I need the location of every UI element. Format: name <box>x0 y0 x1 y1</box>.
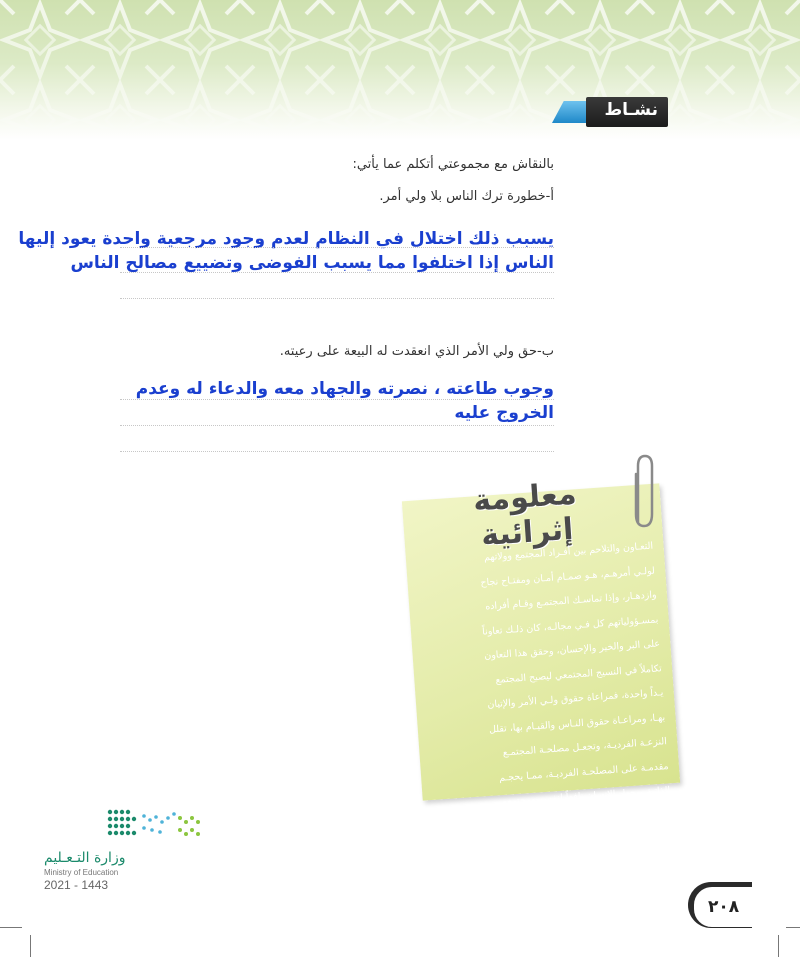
page-number: ٢٠٨ <box>708 897 740 917</box>
crop-mark <box>786 927 800 928</box>
edition-year: 2021 - 1443 <box>44 878 109 892</box>
enrichment-line: بمسـؤولياتهم كل فـي مجالـه، كان ذلـك تعاوناً <box>481 613 659 638</box>
ministry-logo <box>44 808 204 892</box>
enrichment-note <box>400 476 690 810</box>
dotted-line <box>120 425 554 426</box>
dotted-line <box>120 247 554 248</box>
dotted-line <box>120 451 554 452</box>
enrichment-line: النزعـة الفرديـة، وتجعـل مصلحـة المجتمـع <box>502 736 668 759</box>
crop-mark <box>778 935 779 957</box>
answer-a-line-1: يسبب ذلك اختلال في النظام لعدم وجود مرجعية واحدة يعود إليها <box>18 229 554 249</box>
paperclip-icon <box>628 452 658 532</box>
answer-b-line-1: وجوب طاعته ، نصرته والجهاد معه والدعاء له وعدم <box>135 379 554 399</box>
question-a: أ-خطورة ترك الناس بلا ولي أمر. <box>379 189 554 204</box>
geometric-pattern <box>0 0 800 140</box>
question-b: ب-حق ولي الأمر الذي انعقدت له البيعة على رعيته. <box>279 344 554 359</box>
crop-mark <box>30 935 31 957</box>
enrichment-line: على البر والخير والإحسان، وحقق هذا التعاون <box>483 638 661 662</box>
decorative-header-pattern <box>0 0 800 140</box>
enrichment-line: تكاملاً في النسيج المجتمعي ليصبح المجتمع <box>495 662 663 686</box>
dotted-line <box>120 399 554 400</box>
enrichment-line: وازدهـار، وإذا تماسـك المجتمـع وقـام أفراده <box>484 589 657 613</box>
ministry-dots-icon <box>64 808 204 842</box>
enrichment-line: لولـي أمرهـم، هـو صمـام أمـان ومفتـاح نجاح <box>480 565 656 589</box>
activity-instruction: بالنقاش مع مجموعتي أتكلم عما يأتي: <box>352 157 554 172</box>
enrichment-line: يـداً واحدة، فمراعاة حقوق ولـي الأمر والإتيان <box>487 687 664 711</box>
enrichment-title: معلومة إثرائية <box>472 476 578 554</box>
ministry-name-english: Ministry of Education <box>44 868 119 877</box>
enrichment-line: بهـا، ومراعـاة حقوق النـاس والقيـام بها، تقلل <box>488 711 666 735</box>
enrichment-line: الذاتية ويجعل الإنسان نافعاً لنفسه ومجتمعه. <box>498 784 671 808</box>
tab-background <box>586 97 668 127</box>
dotted-line <box>120 272 554 273</box>
answer-a-line-2: الناس إذا اختلفوا مما يسبب الفوضى وتضييع مصالح الناس <box>70 253 554 273</box>
enrichment-line: مقدمـة على المصلحـة الفرديـة، ممـا يحجـم <box>498 760 669 784</box>
crop-mark <box>0 927 22 928</box>
answer-b-line-2: الخروج عليه <box>454 403 554 423</box>
activity-tab-label: نشـاط <box>604 100 658 120</box>
ministry-name-arabic: وزارة التـعـليم <box>44 850 126 866</box>
activity-tab <box>548 97 668 127</box>
page-number-frame <box>694 887 752 927</box>
page-number-badge <box>688 882 752 928</box>
dotted-line <box>120 298 554 299</box>
enrichment-line: التعـاون والتلاحم بين أفـراد المجتمع وولاتهم <box>483 540 654 564</box>
enrichment-body <box>431 535 671 819</box>
